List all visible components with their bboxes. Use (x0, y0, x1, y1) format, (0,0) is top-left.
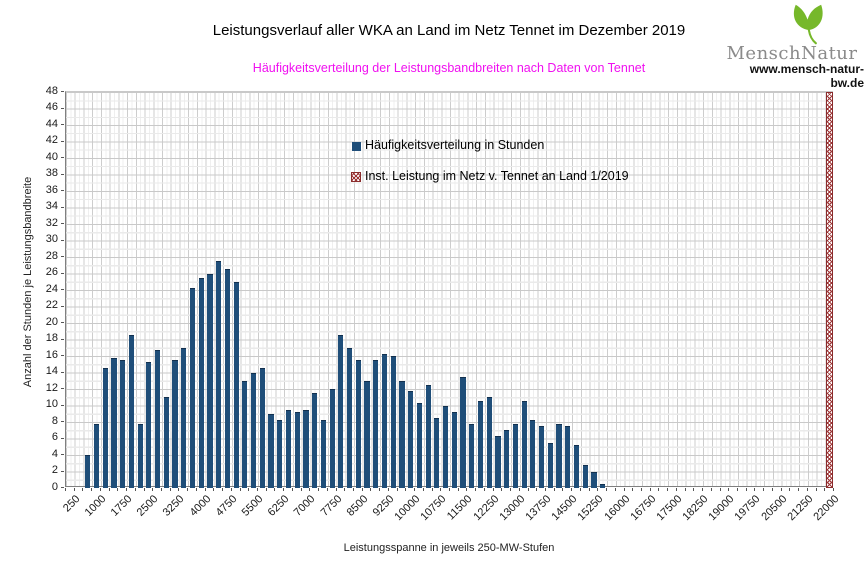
y-tick-label: 44 (45, 117, 58, 130)
y-tick-mark (61, 487, 64, 488)
x-tick-mark (501, 488, 502, 491)
x-tick-mark (344, 488, 345, 491)
frequency-bar (574, 445, 579, 488)
frequency-bar (478, 401, 483, 488)
x-tick-mark (763, 488, 764, 491)
frequency-bar (399, 381, 404, 488)
y-tick-label: 36 (45, 183, 58, 196)
y-tick-mark (61, 421, 64, 422)
x-tick-mark (676, 488, 677, 491)
x-tick-label: 250 (60, 493, 83, 515)
y-tick-mark (61, 91, 64, 92)
x-tick-label: 13000 (497, 493, 528, 524)
x-tick-mark (798, 488, 799, 491)
y-tick-label: 24 (45, 282, 58, 295)
x-tick-mark (754, 488, 755, 491)
x-tick-mark (746, 488, 747, 491)
x-tick-mark (222, 488, 223, 491)
y-tick-label: 0 (51, 480, 58, 493)
y-tick-label: 10 (45, 398, 58, 410)
x-tick-label: 1750 (108, 493, 135, 519)
frequency-bar (190, 288, 195, 488)
x-tick-mark (274, 488, 275, 491)
x-tick-mark (528, 488, 529, 491)
x-tick-label: 16750 (628, 493, 659, 524)
y-tick-label: 30 (45, 233, 58, 245)
frequency-bar (138, 424, 143, 488)
y-tick-label: 20 (45, 315, 58, 328)
x-tick-mark (554, 488, 555, 491)
x-tick-mark (405, 488, 406, 491)
y-tick-mark (61, 405, 64, 406)
frequency-bar (85, 455, 90, 488)
x-tick-mark (292, 488, 293, 491)
frequency-bar (522, 401, 527, 488)
frequency-bar (548, 443, 553, 488)
frequency-bar (225, 269, 230, 488)
x-tick-mark (562, 488, 563, 491)
x-tick-mark (423, 488, 424, 491)
y-tick-mark (61, 124, 64, 125)
x-tick-mark (100, 488, 101, 491)
x-tick-mark (658, 488, 659, 491)
x-tick-mark (641, 488, 642, 491)
frequency-bar (426, 385, 431, 488)
y-tick-label: 6 (51, 431, 58, 443)
x-tick-mark (720, 488, 721, 491)
x-tick-label: 4000 (187, 493, 214, 519)
x-tick-mark (178, 488, 179, 491)
x-tick-label: 16000 (601, 493, 633, 524)
y-tick-mark (61, 240, 64, 241)
frequency-bar (277, 420, 282, 488)
frequency-bar (199, 278, 204, 488)
x-tick-mark (510, 488, 511, 491)
x-tick-mark (240, 488, 241, 491)
x-tick-mark (327, 488, 328, 491)
x-tick-label: 10000 (392, 493, 423, 524)
x-tick-label: 20500 (758, 493, 790, 524)
x-tick-label: 12250 (470, 493, 502, 524)
frequency-bar (504, 430, 509, 488)
frequency-bar (417, 403, 422, 488)
frequency-bar (172, 360, 177, 488)
frequency-bar (146, 362, 151, 488)
y-tick-label: 48 (45, 84, 58, 97)
x-tick-mark (109, 488, 110, 491)
x-tick-mark (833, 488, 834, 491)
x-tick-mark (650, 488, 651, 491)
x-tick-mark (493, 488, 494, 491)
frequency-bar (164, 397, 169, 488)
frequency-bar (583, 465, 588, 488)
frequency-bar (591, 472, 596, 489)
y-axis-title: Anzahl der Stunden je Leistungsbandbreite (22, 176, 34, 388)
installed-capacity-bar (826, 92, 833, 488)
x-tick-mark (580, 488, 581, 491)
x-tick-mark (589, 488, 590, 491)
frequency-bar (207, 274, 212, 489)
y-tick-mark (61, 322, 64, 323)
frequency-bar (330, 389, 335, 488)
x-tick-mark (74, 488, 75, 491)
frequency-bar (469, 424, 474, 488)
frequency-bar (234, 282, 239, 488)
x-tick-mark (266, 488, 267, 491)
x-tick-mark (231, 488, 232, 491)
frequency-bar (487, 397, 492, 488)
y-tick-mark (61, 339, 64, 340)
x-tick-mark (466, 488, 467, 491)
frequency-bar (513, 424, 518, 488)
x-tick-label: 17500 (654, 493, 685, 524)
x-tick-mark (135, 488, 136, 491)
x-tick-mark (397, 488, 398, 491)
frequency-bar (460, 377, 465, 488)
frequency-bar (155, 350, 160, 488)
x-tick-mark (536, 488, 537, 491)
frequency-bar (268, 414, 273, 488)
x-tick-label: 7000 (292, 493, 318, 519)
y-tick-mark (61, 190, 64, 191)
y-tick-label: 18 (45, 332, 58, 344)
y-tick-label: 42 (45, 134, 58, 146)
x-tick-label: 21250 (785, 493, 816, 524)
frequency-bar (443, 406, 448, 489)
x-tick-label: 18250 (680, 493, 711, 524)
y-tick-label: 38 (45, 167, 58, 179)
x-tick-mark (632, 488, 633, 491)
y-tick-mark (61, 108, 64, 109)
x-tick-mark (685, 488, 686, 491)
frequency-bar (120, 360, 125, 488)
x-tick-mark (458, 488, 459, 491)
x-tick-label: 10750 (418, 493, 449, 524)
frequency-bar (382, 354, 387, 488)
x-tick-mark (545, 488, 546, 491)
frequency-bar (286, 410, 291, 488)
x-tick-label: 8500 (344, 493, 371, 519)
x-tick-mark (336, 488, 337, 491)
frequency-bar (347, 348, 352, 488)
x-tick-mark (597, 488, 598, 491)
x-tick-label: 19000 (706, 493, 737, 524)
y-tick-mark (61, 174, 64, 175)
x-tick-mark (414, 488, 415, 491)
x-tick-mark (624, 488, 625, 491)
y-tick-mark (61, 372, 64, 373)
x-tick-mark (432, 488, 433, 491)
x-tick-mark (161, 488, 162, 491)
legend-label-capacity: Inst. Leistung im Netz v. Tennet an Land 1/2019 (365, 169, 629, 183)
frequency-bar (111, 358, 116, 488)
x-tick-mark (571, 488, 572, 491)
x-tick-mark (205, 488, 206, 491)
y-tick-label: 4 (51, 447, 58, 460)
x-tick-mark (693, 488, 694, 491)
y-tick-label: 46 (45, 101, 58, 113)
x-tick-mark (379, 488, 380, 491)
x-tick-mark (440, 488, 441, 491)
x-tick-label: 6250 (265, 493, 292, 519)
frequency-bar (408, 391, 413, 488)
x-tick-mark (91, 488, 92, 491)
x-tick-mark (82, 488, 83, 491)
chart-subtitle: Häufigkeitsverteilung der Leistungsbandbreiten nach Daten von Tennet (252, 61, 646, 75)
x-tick-label: 9250 (370, 493, 397, 519)
x-tick-label: 15250 (575, 493, 606, 524)
y-tick-label: 12 (45, 381, 58, 394)
x-tick-mark (248, 488, 249, 491)
x-tick-mark (781, 488, 782, 491)
x-tick-mark (789, 488, 790, 491)
frequency-bar (260, 368, 265, 488)
x-tick-mark (370, 488, 371, 491)
y-tick-label: 28 (45, 249, 58, 262)
x-tick-mark (318, 488, 319, 491)
logo-brand: MenschNatur (726, 43, 858, 64)
frequency-bar (181, 348, 186, 488)
y-tick-label: 40 (45, 150, 58, 163)
y-tick-mark (61, 223, 64, 224)
x-tick-mark (816, 488, 817, 491)
frequency-bar (373, 360, 378, 488)
y-tick-mark (61, 256, 64, 257)
y-tick-mark (61, 157, 64, 158)
x-tick-label: 1000 (82, 493, 109, 519)
frequency-bar (452, 412, 457, 488)
frequency-bar (321, 420, 326, 488)
x-tick-mark (606, 488, 607, 491)
x-tick-mark (711, 488, 712, 491)
x-tick-mark (824, 488, 825, 491)
x-axis-title: Leistungsspanne in jeweils 250-MW-Stufen (343, 542, 555, 554)
frequency-bar (216, 261, 221, 488)
x-tick-mark (475, 488, 476, 491)
frequency-bar (364, 381, 369, 488)
x-tick-mark (737, 488, 738, 491)
frequency-bar (303, 410, 308, 488)
x-tick-mark (484, 488, 485, 491)
frequency-bar (103, 368, 108, 488)
y-tick-label: 16 (45, 348, 58, 361)
x-tick-mark (309, 488, 310, 491)
y-tick-mark (61, 306, 64, 307)
y-tick-mark (61, 454, 64, 455)
y-tick-label: 14 (45, 365, 58, 377)
x-tick-mark (170, 488, 171, 491)
x-tick-mark (388, 488, 389, 491)
x-tick-label: 19750 (732, 493, 763, 524)
y-tick-label: 26 (45, 266, 58, 278)
frequency-bar (356, 360, 361, 488)
frequency-bar (539, 426, 544, 488)
frequency-bar (565, 426, 570, 488)
x-tick-mark (353, 488, 354, 491)
y-tick-label: 22 (45, 299, 58, 311)
y-tick-mark (61, 207, 64, 208)
y-tick-mark (61, 289, 64, 290)
frequency-bar (338, 335, 343, 488)
ginkgo-leaf-icon (789, 3, 827, 45)
x-tick-mark (449, 488, 450, 491)
y-tick-label: 34 (45, 200, 58, 212)
x-tick-mark (152, 488, 153, 491)
y-tick-label: 2 (51, 464, 58, 476)
x-tick-label: 22000 (811, 493, 842, 524)
x-tick-mark (362, 488, 363, 491)
frequency-bar (295, 412, 300, 488)
frequency-bar (312, 393, 317, 488)
x-tick-mark (519, 488, 520, 491)
x-tick-label: 14500 (549, 493, 580, 524)
x-tick-mark (615, 488, 616, 491)
x-tick-mark (728, 488, 729, 491)
frequency-bar (391, 356, 396, 488)
y-tick-mark (61, 388, 64, 389)
x-tick-mark (283, 488, 284, 491)
x-tick-mark (144, 488, 145, 491)
frequency-bar (556, 424, 561, 488)
frequency-bar (94, 424, 99, 488)
y-tick-mark (61, 141, 64, 142)
x-tick-mark (187, 488, 188, 491)
x-tick-label: 3250 (161, 493, 187, 519)
legend-swatch-capacity (351, 172, 361, 182)
y-tick-mark (61, 438, 64, 439)
chart-title: Leistungsverlauf aller WKA an Land im Netz Tennet im Dezember 2019 (212, 22, 686, 39)
frequency-bar (242, 381, 247, 488)
logo-url: www.mensch-natur-bw.de (749, 62, 864, 90)
x-tick-label: 13750 (523, 493, 554, 524)
x-tick-mark (702, 488, 703, 491)
x-tick-label: 2500 (134, 493, 161, 519)
x-tick-mark (117, 488, 118, 491)
legend-swatch-hours (352, 142, 361, 151)
y-tick-mark (61, 471, 64, 472)
x-tick-mark (257, 488, 258, 491)
y-tick-mark (61, 273, 64, 274)
frequency-bar (251, 373, 256, 489)
x-tick-mark (667, 488, 668, 491)
x-tick-mark (772, 488, 773, 491)
x-tick-mark (126, 488, 127, 491)
y-tick-mark (61, 355, 64, 356)
y-tick-label: 8 (51, 414, 58, 427)
x-tick-mark (65, 488, 66, 491)
frequency-bar (434, 418, 439, 488)
frequency-bar (495, 436, 500, 488)
x-tick-mark (213, 488, 214, 491)
x-tick-label: 11500 (445, 493, 475, 523)
y-tick-label: 32 (45, 216, 58, 229)
x-tick-mark (807, 488, 808, 491)
x-tick-label: 5500 (239, 493, 266, 519)
x-tick-label: 7750 (318, 493, 345, 519)
frequency-bar (530, 420, 535, 488)
legend-label-hours: Häufigkeitsverteilung in Stunden (365, 138, 545, 152)
x-tick-mark (301, 488, 302, 491)
frequency-bar (129, 335, 134, 488)
x-tick-mark (196, 488, 197, 491)
frequency-bar (600, 484, 605, 488)
x-tick-label: 4750 (213, 493, 240, 519)
